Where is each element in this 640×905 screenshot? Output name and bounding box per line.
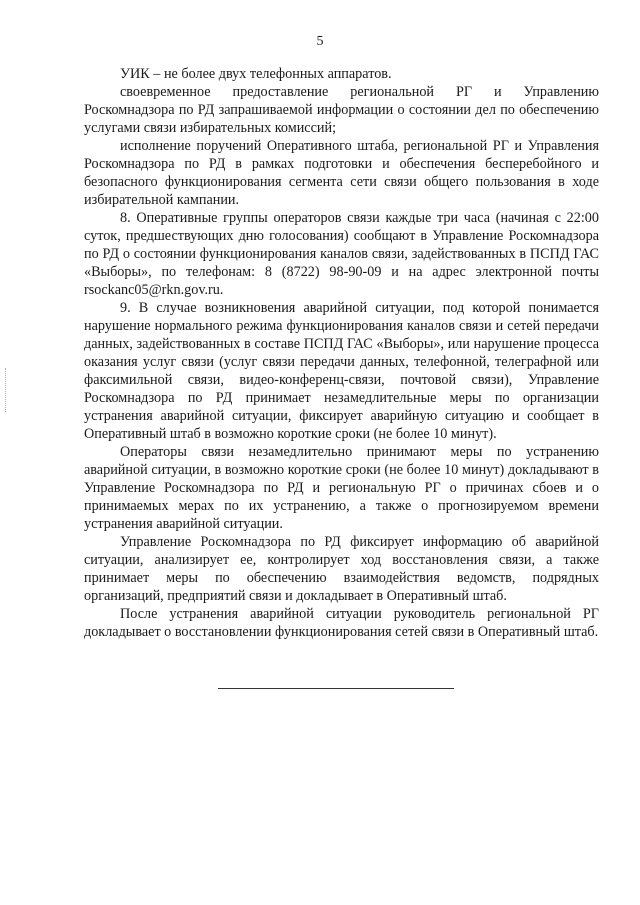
margin-scan-marks [5,368,12,412]
paragraph-uik-phones: УИК – не более двух телефонных аппаратов. [120,66,392,82]
document-body [84,65,599,641]
paragraph-item-9: 9. В случае возникновения аварийной ситуации, под которой понимается нарушение нормального режима функционирования каналов связи и сетей передачи данных, задействованных в составе ПСПД ГАС «Выборы», или нарушение процесса оказания услуг связи (услуг связи передачи данных, телефонной, телеграфной или факсимильной связи, видео-конференц-связи, почтовой связи), Управление Роскомнадзора по РД принимает незамедлительные меры по организации устранения аварийной ситуации, фиксирует аварийную ситуацию и сообщает в Оперативный штаб в возможно короткие сроки (не более 10 минут). [84,300,599,442]
paragraph-after-recovery: После устранения аварийной ситуации руководитель региональной РГ докладывает о восстановлении функционирования сетей связи в Оперативный штаб. [84,606,599,640]
paragraph-item-8: 8. Оперативные группы операторов связи каждые три часа (начиная с 22:00 суток, предшествующих дню голосования) сообщают в Управление Роскомнадзора по РД о состоянии функционирования каналов связи, задействованных в ПСПД ГАС «Выборы», по телефонам: 8 (8722) 98-90-09 и на адрес электронной почты rsockanc05@rkn.gov.ru. [84,210,599,298]
paragraph-timely-info: своевременное предоставление региональной РГ и Управлению Роскомнадзора по РД запрашиваемой информации о состоянии дел по обеспечению услугами связи избирательных комиссий; [84,84,599,136]
page-number: 5 [316,34,324,49]
paragraph-execute-orders: исполнение поручений Оперативного штаба, региональной РГ и Управления Роскомнадзора по РД в рамках подготовки и обеспечения бесперебойного и безопасного функционирования сегмента сети связи общего пользования в ходе избирательной кампании. [84,138,599,208]
paragraph-rkn-monitoring: Управление Роскомнадзора по РД фиксирует информацию об аварийной ситуации, анализирует ее, контролирует ход восстановления связи, а также принимает меры по обеспечению взаимодействия ведомств, подрядных организаций, предприятий связи и докладывает в Оперативный штаб. [84,534,599,604]
end-of-document-rule [218,688,454,689]
paragraph-operators: Операторы связи незамедлительно принимают меры по устранению аварийной ситуации, в возможно короткие сроки (не более 10 минут) докладывают в Управление Роскомнадзора по РД и региональную РГ о причинах сбоев и о принимаемых мерах по их устранению, а также о прогнозируемом времени устранения аварийной ситуации. [84,444,599,532]
